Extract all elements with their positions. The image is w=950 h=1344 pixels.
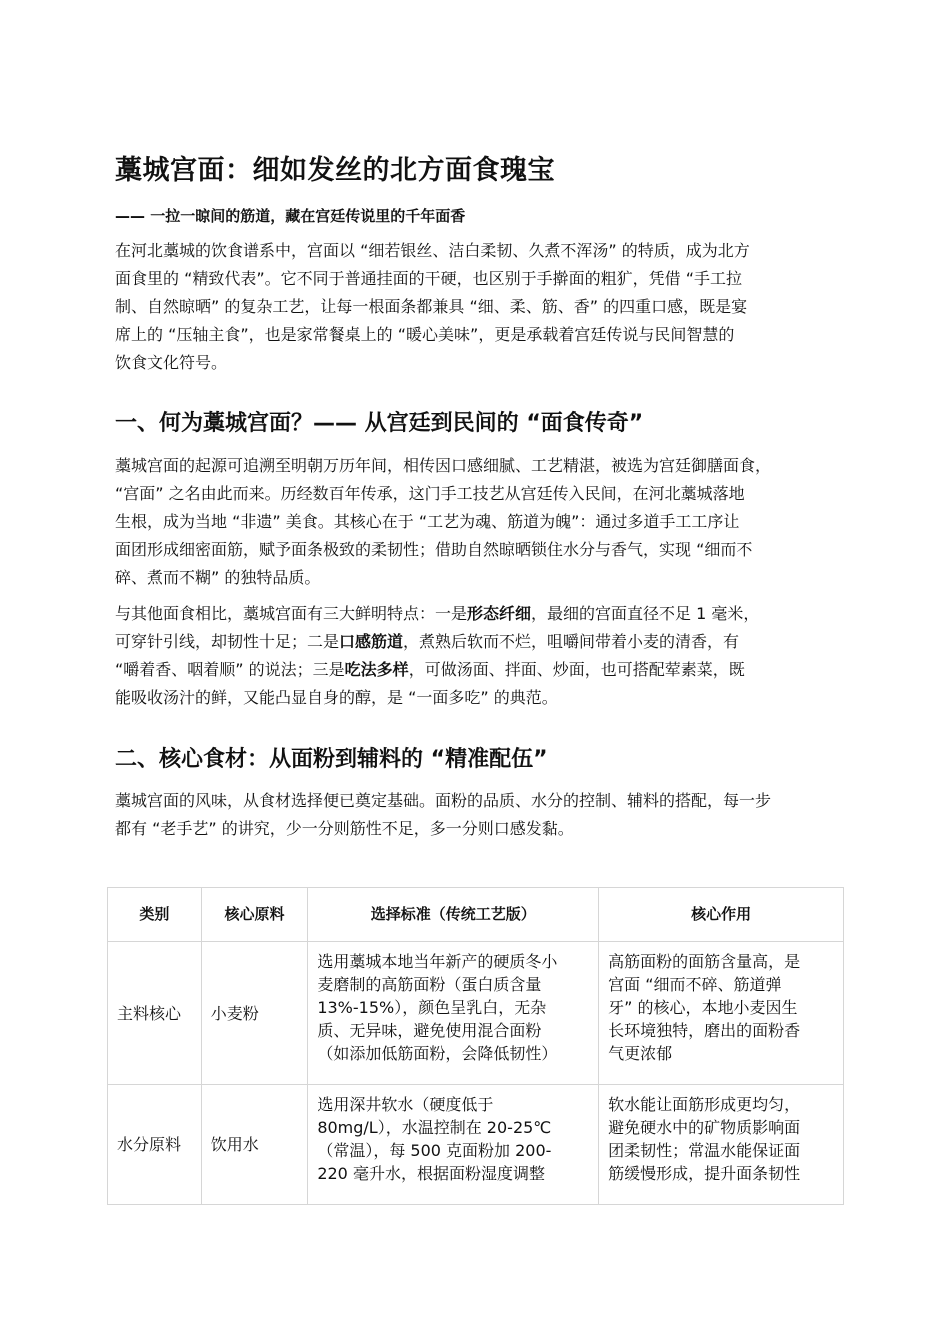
ingredient-table — [107, 887, 844, 1205]
page-title: 藁城宫面：细如发丝的北方面食瑰宝 — [115, 155, 555, 186]
section2-paragraph — [115, 787, 835, 843]
intro-line: 制、自然晾晒” 的复杂工艺，让每一根面条都兼具 “细、柔、筋、香” 的四重口感，既是宴 — [115, 297, 748, 316]
intro-line: 在河北藁城的饮食谱系中，宫面以 “细若银丝、洁白柔韧、久煮不浑汤” 的特质，成为北方 — [115, 241, 750, 260]
intro-paragraph — [115, 237, 835, 377]
cell-category: 水分原料 — [108, 1085, 202, 1205]
cell-material: 小麦粉 — [201, 942, 308, 1085]
section1-line: 能吸收汤汁的鲜，又能凸显自身的醇，是 “一面多吃” 的典范。 — [115, 688, 558, 707]
table-row — [108, 1085, 844, 1205]
cell-standard: 选用藁城本地当年新产的硬质冬小 麦磨制的高筋面粉（蛋白质含量 13%-15%），颜色呈乳白，无杂 质、无异味，避免使用混合面粉 （如添加低筋面粉，会降低韧性） — [308, 942, 599, 1085]
intro-line: 面食里的 “精致代表”。它不同于普通挂面的干硬，也区别于手擀面的粗犷，凭借 “手工拉 — [115, 269, 743, 288]
section1-line: 与其他面食相比，藁城宫面有三大鲜明特点：一是形态纤细，最细的宫面直径不足 1 毫米， — [115, 604, 760, 623]
section1-paragraph-1 — [115, 452, 835, 592]
section1-line: “嚼着香、咽着顺” 的说法；三是吃法多样，可做汤面、拌面、炒面，也可搭配荤素菜，既 — [115, 660, 745, 679]
header-material: 核心原料 — [201, 888, 308, 942]
intro-line: 席上的 “压轴主食”，也是家常餐桌上的 “暖心美味”，更是承载着宫廷传说与民间智慧的 — [115, 325, 735, 344]
section1-paragraph-2 — [115, 600, 835, 712]
highlight-texture: 口感筋道 — [339, 632, 404, 651]
highlight-variety: 吃法多样 — [344, 660, 409, 679]
section1-line: 面团形成细密面筋，赋予面条极致的柔韧性；借助自然晾晒锁住水分与香气，实现 “细而不 — [115, 540, 753, 559]
header-effect: 核心作用 — [599, 888, 844, 942]
cell-effect: 高筋面粉的面筋含量高，是 宫面 “细而不碎、筋道弹 牙” 的核心，本地小麦因生 长环境独特，磨出的面粉香 气更浓郁 — [599, 942, 844, 1085]
table-header-row — [108, 888, 844, 942]
table-row — [108, 942, 844, 1085]
header-standard: 选择标准（传统工艺版） — [308, 888, 599, 942]
section1-line: 碎、煮而不糊” 的独特品质。 — [115, 568, 321, 587]
page-subtitle: —— 一拉一晾间的筋道，藏在宫廷传说里的千年面香 — [115, 207, 466, 225]
cell-effect: 软水能让面筋形成更均匀， 避免硬水中的矿物质影响面 团柔韧性；常温水能保证面 筋缓慢形成，提升面条韧性 — [599, 1085, 844, 1205]
section2-heading: 二、核心食材：从面粉到辅料的 “精准配伍” — [115, 747, 548, 772]
header-category: 类别 — [108, 888, 202, 942]
intro-line: 饮食文化符号。 — [115, 353, 228, 372]
section1-heading: 一、何为藁城宫面？—— 从宫廷到民间的 “面食传奇” — [115, 411, 644, 436]
cell-material: 饮用水 — [201, 1085, 308, 1205]
section2-line: 都有 “老手艺” 的讲究，少一分则筋性不足，多一分则口感发黏。 — [115, 819, 574, 838]
section1-line: 藁城宫面的起源可追溯至明朝万历年间，相传因口感细腻、工艺精湛，被选为宫廷御膳面食， — [115, 456, 772, 475]
section1-line: 可穿针引线，却韧性十足；二是口感筋道，煮熟后软而不烂，咀嚼间带着小麦的清香，有 — [115, 632, 740, 651]
highlight-shape: 形态纤细 — [467, 604, 532, 623]
cell-standard: 选用深井软水（硬度低于 80mg/L），水温控制在 20-25℃ （常温），每 500 克面粉加 200- 220 毫升水，根据面粉湿度调整 — [308, 1085, 599, 1205]
cell-category: 主料核心 — [108, 942, 202, 1085]
section1-line: “宫面” 之名由此而来。历经数百年传承，这门手工技艺从宫廷传入民间，在河北藁城落地 — [115, 484, 745, 503]
section2-line: 藁城宫面的风味，从食材选择便已奠定基础。面粉的品质、水分的控制、辅料的搭配，每一步 — [115, 791, 772, 810]
section1-line: 生根，成为当地 “非遗” 美食。其核心在于 “工艺为魂、筋道为魄”：通过多道手工工序让 — [115, 512, 740, 531]
